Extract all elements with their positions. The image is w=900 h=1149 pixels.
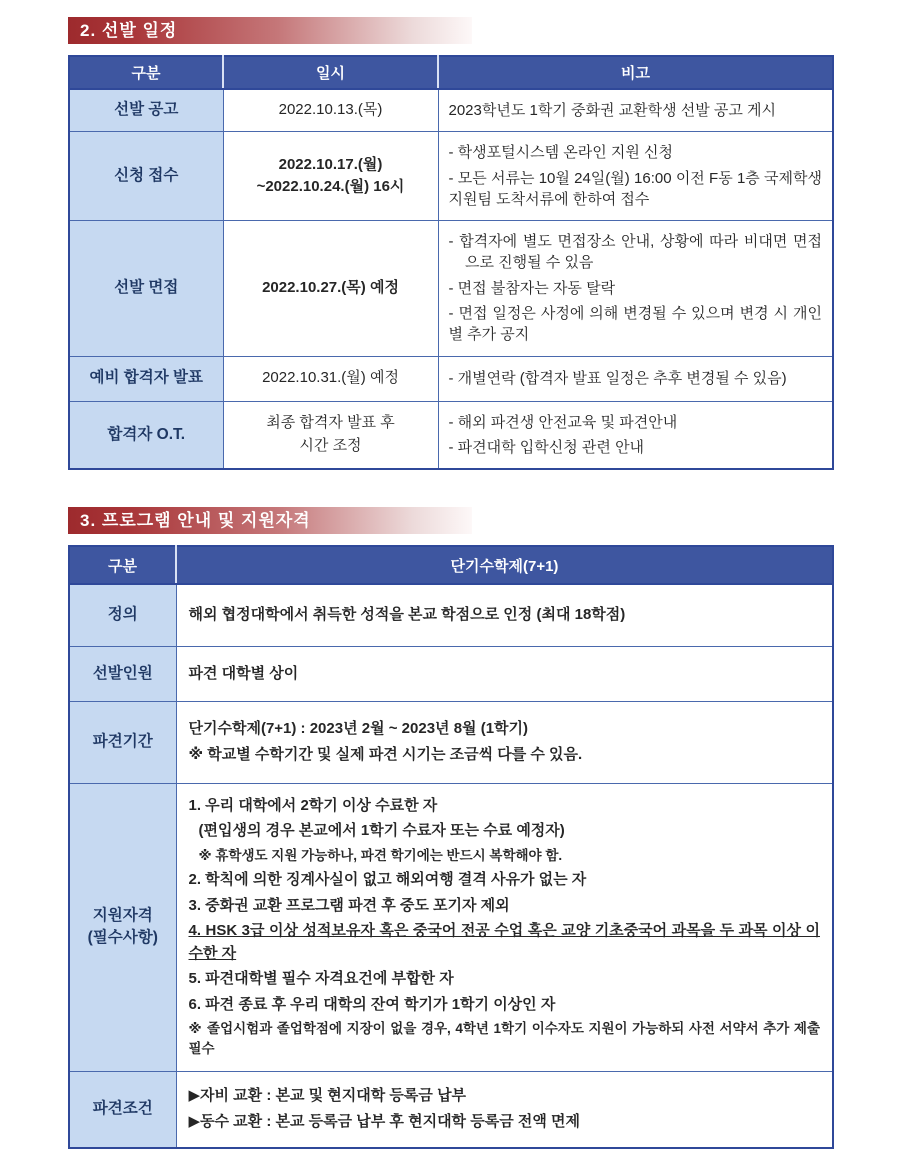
program-header-type: 단기수학제(7+1) [176,546,833,584]
row-content [176,584,833,646]
remark-line: - 면접 불참자는 자동 탈락 [448,279,616,297]
table-row-interview [69,221,833,356]
content-line: ※ 휴학생도 지원 가능하나, 파견 학기에는 반드시 복학해야 함. [198,847,563,863]
remark-line: - 학생포털시스템 온라인 지원 신청 [448,144,674,162]
row-remarks [438,221,833,356]
remark-line: - 모든 서류는 10월 24일(월) 16:00 이전 F동 1층 국제학생지원팀 도착서류에 한하여 접수 [448,169,822,208]
row-category: 정의 [69,584,176,646]
schedule-header-category: 구분 [69,56,223,89]
date-line: 2022.10.13.(목) [278,101,383,119]
row-date [223,89,438,132]
content-line: 6. 파견 종료 후 우리 대학의 잔여 학기가 1학기 이상인 자 [188,995,556,1013]
row-category: 파견조건 [69,1071,176,1148]
content-line: 2. 학칙에 의한 징계사실이 없고 해외여행 결격 사유가 없는 자 [188,871,587,889]
row-category [69,783,176,1071]
table-row-quota [69,646,833,701]
program-info-table [68,545,834,1149]
table-row-eligibility [69,783,833,1071]
table-row-application [69,132,833,221]
content-line: (편입생의 경우 본교에서 1학기 수료자 또는 수료 예정자) [198,822,565,840]
remark-line: 2023학년도 1학기 중화권 교환학생 선발 공고 게시 [448,102,777,119]
row-category: 선발 면접 [69,221,223,356]
section-2-title: 2. 선발 일정 [68,17,472,44]
date-line: 2022.10.31.(월) 예정 [262,369,399,387]
content-line: ※ 학교별 수학기간 및 실제 파견 시기는 조금씩 다를 수 있음. [188,745,583,763]
table-row-conditions [69,1071,833,1148]
row-content [176,783,833,1071]
table-row-period [69,701,833,783]
row-remarks [438,356,833,401]
content-line: ※ 졸업시험과 졸업학점에 지장이 없을 경우, 4학년 1학기 이수자도 지원이 가능하되 사전 서약서 추가 제출 필수 [188,1021,820,1057]
content-line: ▶동수 교환 : 본교 등록금 납부 후 현지대학 등록금 전액 면제 [188,1112,580,1130]
category-line: (필수사항) [87,929,158,947]
program-header-row [69,546,833,584]
content-line: 5. 파견대학별 필수 자격요건에 부합한 자 [188,970,454,988]
row-remarks [438,132,833,221]
date-line: 2022.10.27.(목) 예정 [262,279,399,297]
date-line: 최종 합격자 발표 후 [266,414,395,432]
remark-line: - 면접 일정은 사정에 의해 변경될 수 있으며 변경 시 개인별 추가 공지 [448,305,822,344]
remark-line: - 파견대학 입학신청 관련 안내 [448,438,645,456]
content-line: 단기수학제(7+1) : 2023년 2월 ~ 2023년 8월 (1학기) [188,720,529,738]
schedule-header-remarks: 비고 [438,56,833,89]
selection-schedule-table [68,55,834,470]
section-3-title: 3. 프로그램 안내 및 지원자격 [68,507,472,534]
schedule-header-row [69,56,833,89]
remark-line: - 합격자에 별도 면접장소 안내, 상황에 따라 비대면 면접으로 진행될 수 있음 [448,233,822,272]
date-line: 2022.10.17.(월) [278,155,383,173]
content-line: 4. HSK 3급 이상 성적보유자 혹은 중국어 전공 수업 혹은 교양 기초중국어 과목을 두 과목 이상 이수한 자 [188,922,820,962]
content-line: 해외 협정대학에서 취득한 성적을 본교 학점으로 인정 (최대 18학점) [188,606,626,624]
date-line: ~2022.10.24.(월) 16시 [256,178,405,196]
row-remarks [438,401,833,469]
table-row-announcement [69,89,833,132]
schedule-header-date: 일시 [223,56,438,89]
row-category: 파견기간 [69,701,176,783]
remark-line: - 개별연락 (합격자 발표 일정은 추후 변경될 수 있음) [448,370,787,388]
row-date [223,221,438,356]
row-remarks [438,89,833,132]
content-line: 파견 대학별 상이 [188,664,299,682]
table-row-orientation [69,401,833,469]
row-content [176,701,833,783]
content-line: 1. 우리 대학에서 2학기 이상 수료한 자 [188,796,438,814]
row-date [223,401,438,469]
content-line: ▶자비 교환 : 본교 및 현지대학 등록금 납부 [188,1087,467,1105]
row-date [223,356,438,401]
row-category: 합격자 O.T. [69,401,223,469]
row-category: 선발인원 [69,646,176,701]
content-line: 3. 중화권 교환 프로그램 파견 후 중도 포기자 제외 [188,896,510,914]
section-gap [68,470,900,507]
date-line: 시간 조정 [299,436,362,454]
row-category: 신청 접수 [69,132,223,221]
row-content [176,1071,833,1148]
row-category: 예비 합격자 발표 [69,356,223,401]
row-content [176,646,833,701]
category-line: 지원자격 [92,906,153,924]
row-category: 선발 공고 [69,89,223,132]
table-row-preliminary-result [69,356,833,401]
row-date [223,132,438,221]
program-header-category: 구분 [69,546,176,584]
remark-line: - 해외 파견생 안전교육 및 파견안내 [448,413,678,431]
table-row-definition [69,584,833,646]
